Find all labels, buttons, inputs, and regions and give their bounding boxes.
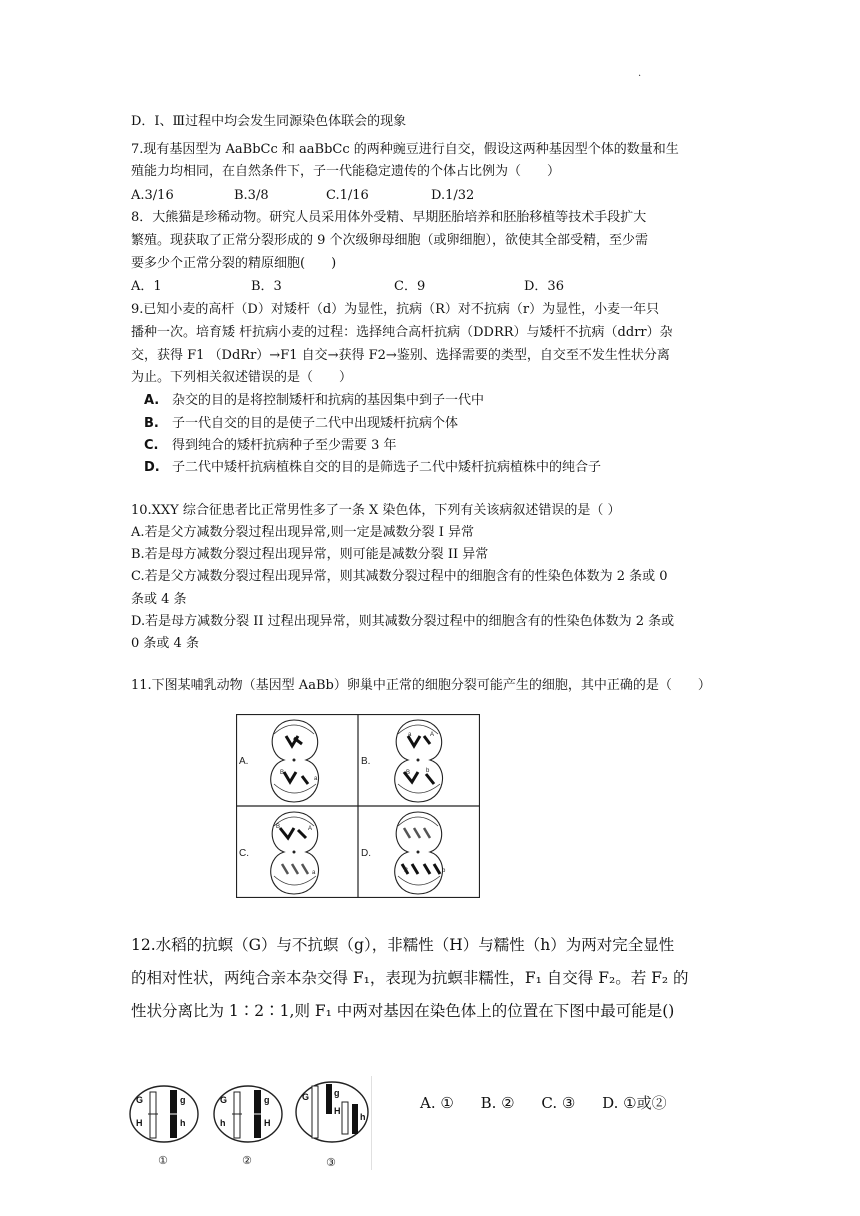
q10-option-c-line1: C.若是父方减数分裂过程出现异常，则其减数分裂过程中的细胞含有的性染色体数为 2 条或 0	[131, 569, 668, 584]
q9-option-d-text: 子二代中矮杆抗病植株自交的目的是筛选子二代中矮杆抗病植株中的纯合子	[172, 460, 602, 475]
q12-gene-label: H	[334, 1106, 341, 1116]
q9-option-b-letter: B.	[144, 416, 159, 431]
q12-stem-line2: 的相对性状，两纯合亲本杂交得 F₁，表现为抗螟非糯性，F₁ 自交得 F₂。若 F₂ 的	[131, 969, 689, 987]
q12-gene-label: G	[220, 1095, 228, 1105]
q7-option-b: B.3/8	[234, 188, 269, 203]
q12-gene-label: g	[180, 1095, 186, 1105]
q11-cell-division-figure	[236, 714, 480, 898]
q12-option-b: B. ②	[480, 1094, 515, 1112]
q9-option-c	[144, 437, 397, 455]
q12-option-c: C. ③	[541, 1094, 576, 1112]
q11-panel-b-label: B.	[361, 756, 371, 767]
q12-gene-label: G	[302, 1092, 310, 1102]
q11-gene-label: b	[442, 868, 446, 874]
q7-option-a: A.3/16	[131, 188, 174, 203]
q11-gene-label: a	[314, 776, 318, 782]
q9-option-c-letter: C.	[144, 438, 159, 453]
q8-stem-line2: 繁殖。现获取了正常分裂形成的 9 个次级卵母细胞（或卵细胞），欲使其全部受精，至少需	[131, 233, 649, 248]
q11-panel-c-label: C.	[239, 848, 249, 859]
q10-option-a: A.若是父方减数分裂过程出现异常,则一定是减数分裂 I 异常	[131, 525, 475, 540]
q11-gene-label: B	[404, 868, 409, 874]
q9-option-c-text: 得到纯合的矮杆抗病种子至少需要 3 年	[172, 438, 397, 453]
q12-figure-1-label: ①	[158, 1154, 168, 1167]
q8-option-b: B．3	[251, 279, 282, 294]
q12-gene-label: H	[136, 1118, 143, 1128]
q11-gene-label: b	[426, 768, 430, 774]
q10-option-c-line2: 条或 4 条	[131, 592, 187, 607]
q8-option-a: A．1	[131, 279, 162, 294]
q8-stem-line1: 8．大熊猫是珍稀动物。研究人员采用体外受精、早期胚胎培养和胚胎移植等技术手段扩大	[131, 210, 647, 225]
q12-chromosome-figure	[128, 1074, 372, 1170]
q12-figure-3-label: ③	[326, 1156, 336, 1169]
q8-stem-line3: 要多少个正常分裂的精原细胞( )	[131, 256, 337, 271]
q9-stem-line3: 交，获得 F1 （DdRr）→F1 自交→获得 F2→鉴别、选择需要的类型，自交至不发生性状分离	[131, 348, 670, 363]
q6-option-d: D．Ⅰ、Ⅲ过程中均会发生同源染色体联会的现象	[131, 114, 407, 129]
q9-option-b-text: 子一代自交的目的是使子二代中出现矮杆抗病个体	[172, 416, 459, 431]
q9-stem-line2: 播种一次。培育矮 杆抗病小麦的过程：选择纯合高杆抗病（DDRR）与矮杆不抗病（ddrr）杂	[131, 325, 673, 340]
q12-gene-label: G	[136, 1095, 144, 1105]
q11-gene-label: B	[406, 770, 411, 776]
q12-gene-label: g	[334, 1088, 340, 1098]
q9-option-a-text: 杂交的目的是将控制矮杆和抗病的基因集中到子一代中	[172, 393, 485, 408]
q10-stem: 10.XXY 综合征患者比正常男性多了一条 X 染色体，下列有关该病叙述错误的是（ ）	[131, 503, 621, 518]
q11-gene-label: B	[280, 770, 285, 776]
q12-stem-line1: 12.水稻的抗螟（G）与不抗螟（g），非糯性（H）与糯性（h）为两对完全显性	[131, 936, 675, 954]
q12-gene-label: h	[360, 1112, 366, 1122]
q12-gene-label: h	[220, 1118, 226, 1128]
q11-panel-a	[271, 720, 319, 802]
q12-figure-2-label: ②	[242, 1154, 252, 1167]
q12-option-a: A. ①	[420, 1094, 454, 1112]
q8-option-d: D．36	[524, 279, 564, 294]
q8-option-c: C．9	[394, 279, 426, 294]
q11-stem: 11.下图某哺乳动物（基因型 AaBb）卵巢中正常的细胞分裂可能产生的细胞，其中正确的是（ ）	[131, 678, 711, 693]
q9-option-a	[144, 392, 484, 410]
q12-option-d: D. ①或②	[602, 1094, 667, 1112]
q11-gene-label: B	[276, 824, 281, 830]
q11-gene-label: a	[408, 732, 412, 738]
q9-stem-line1: 9.已知小麦的高杆（D）对矮杆（d）为显性，抗病（R）对不抗病（r）为显性，小麦一年只	[131, 302, 660, 317]
q12-stem-line3: 性状分离比为 1∶2∶1,则 F₁ 中两对基因在染色体上的位置在下图中最可能是()	[131, 1002, 675, 1020]
q9-option-d	[144, 459, 601, 477]
q11-panel-a-label: A.	[239, 756, 249, 767]
q9-stem-line4: 为止。下列相关叙述错误的是（ ）	[131, 370, 353, 385]
q10-option-b: B.若是母方减数分裂过程出现异常，则可能是减数分裂 II 异常	[131, 547, 489, 562]
q7-stem-line2: 殖能力均相同，在自然条件下，子一代能稳定遗传的个体占比例为（ ）	[131, 164, 561, 179]
q9-option-a-letter: A.	[144, 393, 160, 408]
q12-gene-label: g	[264, 1095, 270, 1105]
q12-gene-label: H	[264, 1118, 271, 1128]
q9-option-d-letter: D.	[144, 460, 160, 475]
q12-figure-3	[296, 1082, 368, 1142]
q10-option-d-line2: 0 条或 4 条	[131, 636, 199, 651]
q7-stem-line1: 7.现有基因型为 AaBbCc 和 aaBbCc 的两种豌豆进行自交，假设这两种基因型个体的数量和生	[131, 142, 679, 157]
q10-option-d-line1: D.若是母方减数分裂 II 过程出现异常，则其减数分裂过程中的细胞含有的性染色体数为 2 条或	[131, 614, 675, 629]
q7-option-c: C.1/16	[326, 188, 369, 203]
q11-gene-label: A	[430, 732, 435, 738]
q9-option-b	[144, 415, 458, 433]
q11-panel-d-label: D.	[361, 848, 371, 859]
header-dot: .	[638, 68, 642, 79]
q12-options	[420, 1092, 689, 1113]
q11-panel-d	[395, 812, 443, 894]
q11-panel-b	[395, 720, 443, 802]
q11-gene-label: A	[308, 826, 313, 832]
q11-gene-label: a	[312, 870, 316, 876]
q12-gene-label: h	[180, 1118, 186, 1128]
q7-option-d: D.1/32	[431, 188, 475, 203]
